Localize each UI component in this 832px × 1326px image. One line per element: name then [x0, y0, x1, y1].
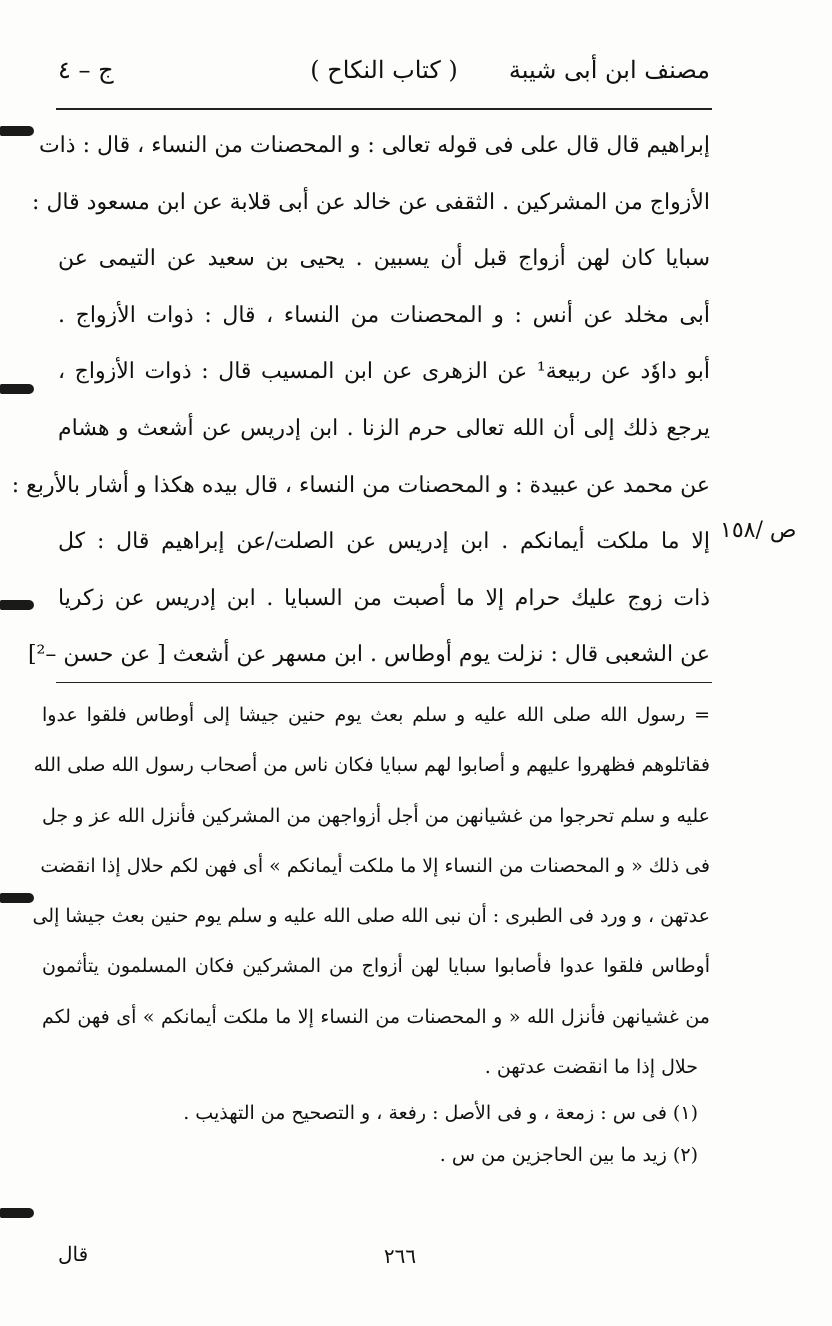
note-line: عليه و سلم تحرجوا من غشيانهن من أجل أزواجهن من المشركين فأنزل الله عز و جل [42, 804, 710, 827]
header-rule [56, 108, 712, 110]
page-number: ٢٦٦ [383, 1244, 417, 1268]
binding-mark [0, 1208, 34, 1218]
text-line: ذات زوج عليك حرام إلا ما أصبت من السبايا . ابن إدريس عن زكريا [58, 585, 710, 611]
volume-number: ج – ٤ [58, 56, 114, 84]
text-line: أبو داوٗد عن ربيعة¹ عن الزهرى عن ابن المسيب قال : ذوات الأزواج ، [58, 359, 710, 385]
text-line: يرجع ذلك إلى أن الله تعالى حرم الزنا . ابن إدريس عن أشعث و هشام [58, 415, 710, 441]
notes-divider [56, 682, 712, 683]
text-line: إبراهيم قال قال على فى قوله تعالى : و المحصنات من النساء ، قال : ذات [38, 133, 710, 158]
binding-mark [0, 600, 34, 610]
margin-page-reference: ص /١٥٨ [720, 518, 797, 543]
catchword: قال [58, 1242, 89, 1266]
note-line: أوطاس فلقوا عدوا فأصابوا سبايا لهن أزواج من المشركين فكان المسلمون يتأثمون [42, 955, 711, 978]
note-line: من غشيانهن فأنزل الله « و المحصنات من النساء إلا ما ملكت أيمانكم » أى فهن لكم [42, 1005, 710, 1028]
binding-mark [0, 893, 34, 903]
commentary-notes [32, 690, 711, 1176]
footnote: (٢) زيد ما بين الحاجزين من س . [439, 1144, 698, 1167]
main-text [11, 118, 710, 684]
footnote: (١) فى س : زمعة ، و فى الأصل : رفعة ، و التصحيح من التهذيب . [183, 1102, 698, 1125]
text-line: سبايا كان لهن أزواج قبل أن يسبين . يحيى بن سعيد عن التيمى عن [58, 246, 710, 272]
note-line: عدتهن ، و ورد فى الطبرى : أن نبى الله صلى الله عليه و سلم يوم حنين بعث جيشا إلى [32, 905, 710, 928]
binding-mark [0, 384, 34, 394]
running-header [58, 52, 710, 92]
text-line: الأزواج من المشركين . الثقفى عن خالد عن أبى قلابة عن ابن مسعود قال : [32, 189, 710, 215]
note-line: فى ذلك « و المحصنات من النساء إلا ما ملكت أيمانكم » أى فهن لكم حلال إذا انقضت [40, 854, 710, 877]
text-line: أبى مخلد عن أنس : و المحصنات من النساء ، قال : ذوات الأزواج . [58, 302, 710, 328]
book-title: مصنف ابن أبى شيبة [508, 56, 710, 84]
note-line: حلال إذا ما انقضت عدتهن . [484, 1056, 698, 1079]
text-line: عن الشعبى قال : نزلت يوم أوطاس . ابن مسهر عن أشعث [ عن حسن –²] [27, 642, 710, 668]
note-line: فقاتلوهم فظهروا عليهم و أصابوا لهم سبايا فكان ناس من أصحاب رسول الله صلى الله [33, 754, 710, 777]
text-line: إلا ما ملكت أيمانكم . ابن إدريس عن الصلت/عن إبراهيم قال : كل [58, 529, 710, 555]
note-line: = رسول الله صلى الله عليه و سلم بعث يوم حنين جيشا إلى أوطاس فلقوا عدوا [42, 704, 710, 726]
binding-mark [0, 126, 34, 136]
text-line: عن محمد عن عبيدة : و المحصنات من النساء ، قال بيده هكذا و أشار بالأربع : [11, 472, 710, 498]
chapter-title: ( كتاب النكاح ) [310, 56, 458, 84]
